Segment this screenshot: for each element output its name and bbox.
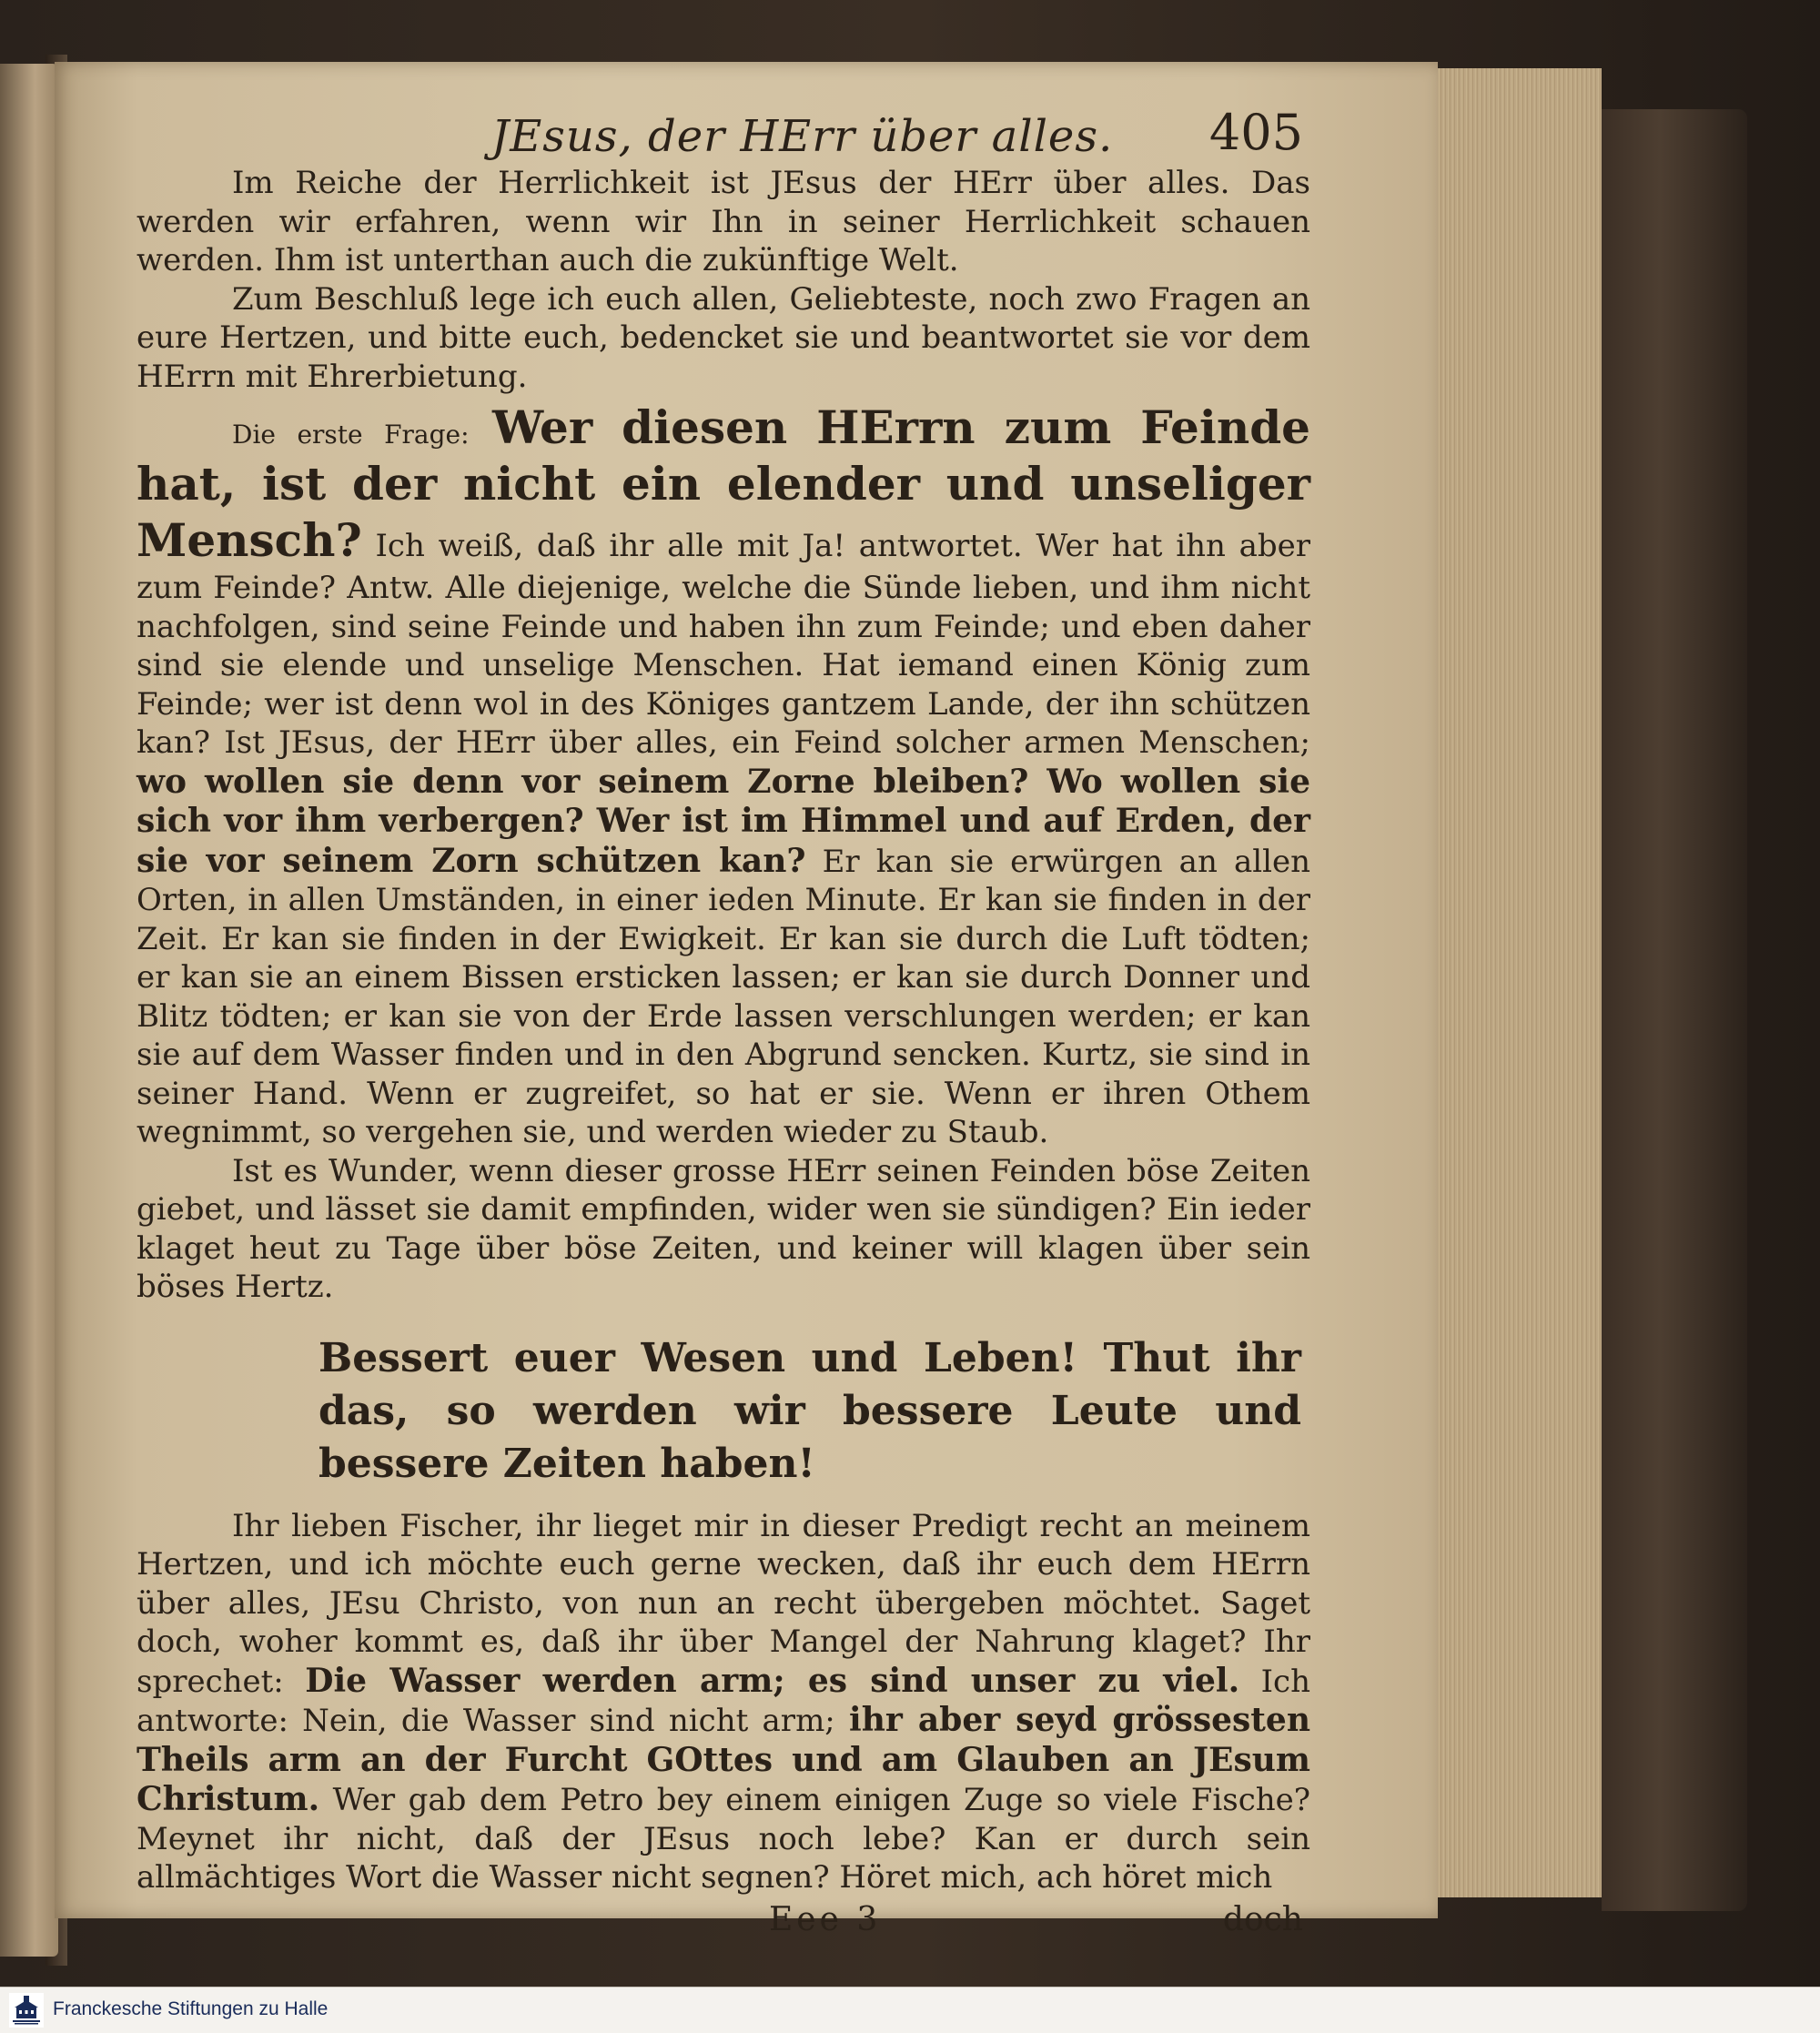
catchword: doch: [1222, 1900, 1303, 1938]
paragraph-5-text-b: Ich antworte: Nein, die Wasser sind nicht arm;: [136, 1663, 1310, 1739]
paragraph-3-text-a: Ich weiß, daß ihr alle mit Ja! antwortet. Wer hat ihn aber zum Feinde? Antw. Alle diejenige, welche die Sünde lieben, und ihm nicht nachfolgen, sind seine Feinde und haben ihn zum Feinde; und eben daher sind sie elende und unselige Menschen. Hat iemand einen König zum Feinde; wer ist denn wol in des Königes gantzem Lande, der ihn schützen kan? Ist JEsus, der HErr über alles, ein Feind solcher armen Menschen;: [136, 528, 1310, 761]
paragraph-1: Im Reiche der Herrlichkeit ist JEsus der HErr über alles. Das werden wir erfahren, wenn wir Ihn in seiner Herrlichkeit schauen werden. Ihm ist unterthan auch die zukünftige Welt.: [136, 165, 1310, 278]
page-text: [136, 91, 1310, 1947]
institution-link[interactable]: Franckesche Stiftungen zu Halle: [53, 1998, 329, 2019]
signature-mark: Eee 3: [769, 1900, 882, 1938]
page-header: [136, 91, 1310, 164]
paragraph-5: [136, 1507, 1310, 1897]
exhortation-heading: Bessert euer Wesen und Leben! Thut ihr das, so werden wir bessere Leute und bessere Zeiten haben!: [318, 1334, 1301, 1487]
facing-page-edge: [0, 64, 58, 1957]
page-number: 405: [1208, 104, 1303, 161]
paragraph-2: Zum Beschluß lege ich euch allen, Geliebteste, noch zwo Fragen an eure Hertzen, und bitte euch, bedencket sie und beantwortet sie vor dem HErrn mit Ehrerbietung.: [136, 280, 1310, 395]
page-stack-edges: [1438, 68, 1602, 1897]
paragraph-3: [136, 400, 1310, 1152]
question-lead: Die erste Frage:: [232, 420, 470, 450]
paragraph-5-emphasis: Die Wasser werden arm; es sind unser zu viel.: [305, 1661, 1240, 1700]
paragraph-5-text-a: Ihr lieben Fischer, ihr lieget mir in dieser Predigt recht an meinem Hertzen, und ich möchte euch gerne wecken, daß ihr euch dem HErrn über alles, JEsu Christo, von nun an recht übergeben möchtet. Saget doch, woher kommt es, daß ihr über Mangel der Nahrung klaget? Ihr sprechet:: [136, 1507, 1310, 1700]
running-title: JEsus, der HErr über alles.: [491, 111, 1114, 162]
paragraph-5-text-c: Wer gab dem Petro bey einem einigen Zuge so viele Fische? Meynet ihr nicht, daß der JEsus noch lebe? Kan er durch sein allmächtiges Wort die Wasser nicht segnen? Höret mich, ach höret mich: [136, 1782, 1311, 1896]
orphanage-building-icon: [9, 1993, 44, 2028]
viewer-footer-bar: [0, 1987, 1820, 2033]
paragraph-3-emphasis: wo wollen sie denn vor seinem Zorne bleiben? Wo wollen sie sich vor ihm verbergen? Wer ist im Himmel und auf Erden, der sie vor seinem Zorn schützen kan?: [136, 762, 1310, 880]
page-footer: [136, 1901, 1310, 1947]
paragraph-4: Ist es Wunder, wenn dieser grosse HErr seinen Feinden böse Zeiten giebet, und lässet sie damit empfinden, wider wen sie sündigen? Ein ieder klaget heut zu Tage über böse Zeiten, und keiner will klagen über sein böses Hertz.: [136, 1152, 1310, 1305]
question-emphasis: Wer diesen HErrn zum Feinde hat, ist der nicht ein elender und unseliger Mensch?: [136, 400, 1310, 567]
paragraph-3-text-b: Er kan sie erwürgen an allen Orten, in allen Umständen, in einer ieden Minute. Er kan sie finden in der Zeit. Er kan sie finden in der Ewigkeit. Er kan sie durch die Luft tödten; er kan sie an einem Bissen ersticken lassen; er kan sie durch Donner und Blitz tödten; er kan sie von der Erde lassen verschlungen werden; er kan sie auf dem Wasser finden und in den Abgrund sencken. Kurtz, sie sind in seiner Hand. Wenn er zugreifet, so hat er sie. Wenn er ihren Othem wegnimmt, so vergehen sie, und werden wieder zu Staub.: [136, 843, 1310, 1150]
book-cover: [1602, 109, 1747, 1911]
paragraph-5-emphasis-2: ihr aber seyd grössesten Theils arm an der Furcht GOttes und am Glauben an JEsum Christum.: [136, 1701, 1310, 1818]
